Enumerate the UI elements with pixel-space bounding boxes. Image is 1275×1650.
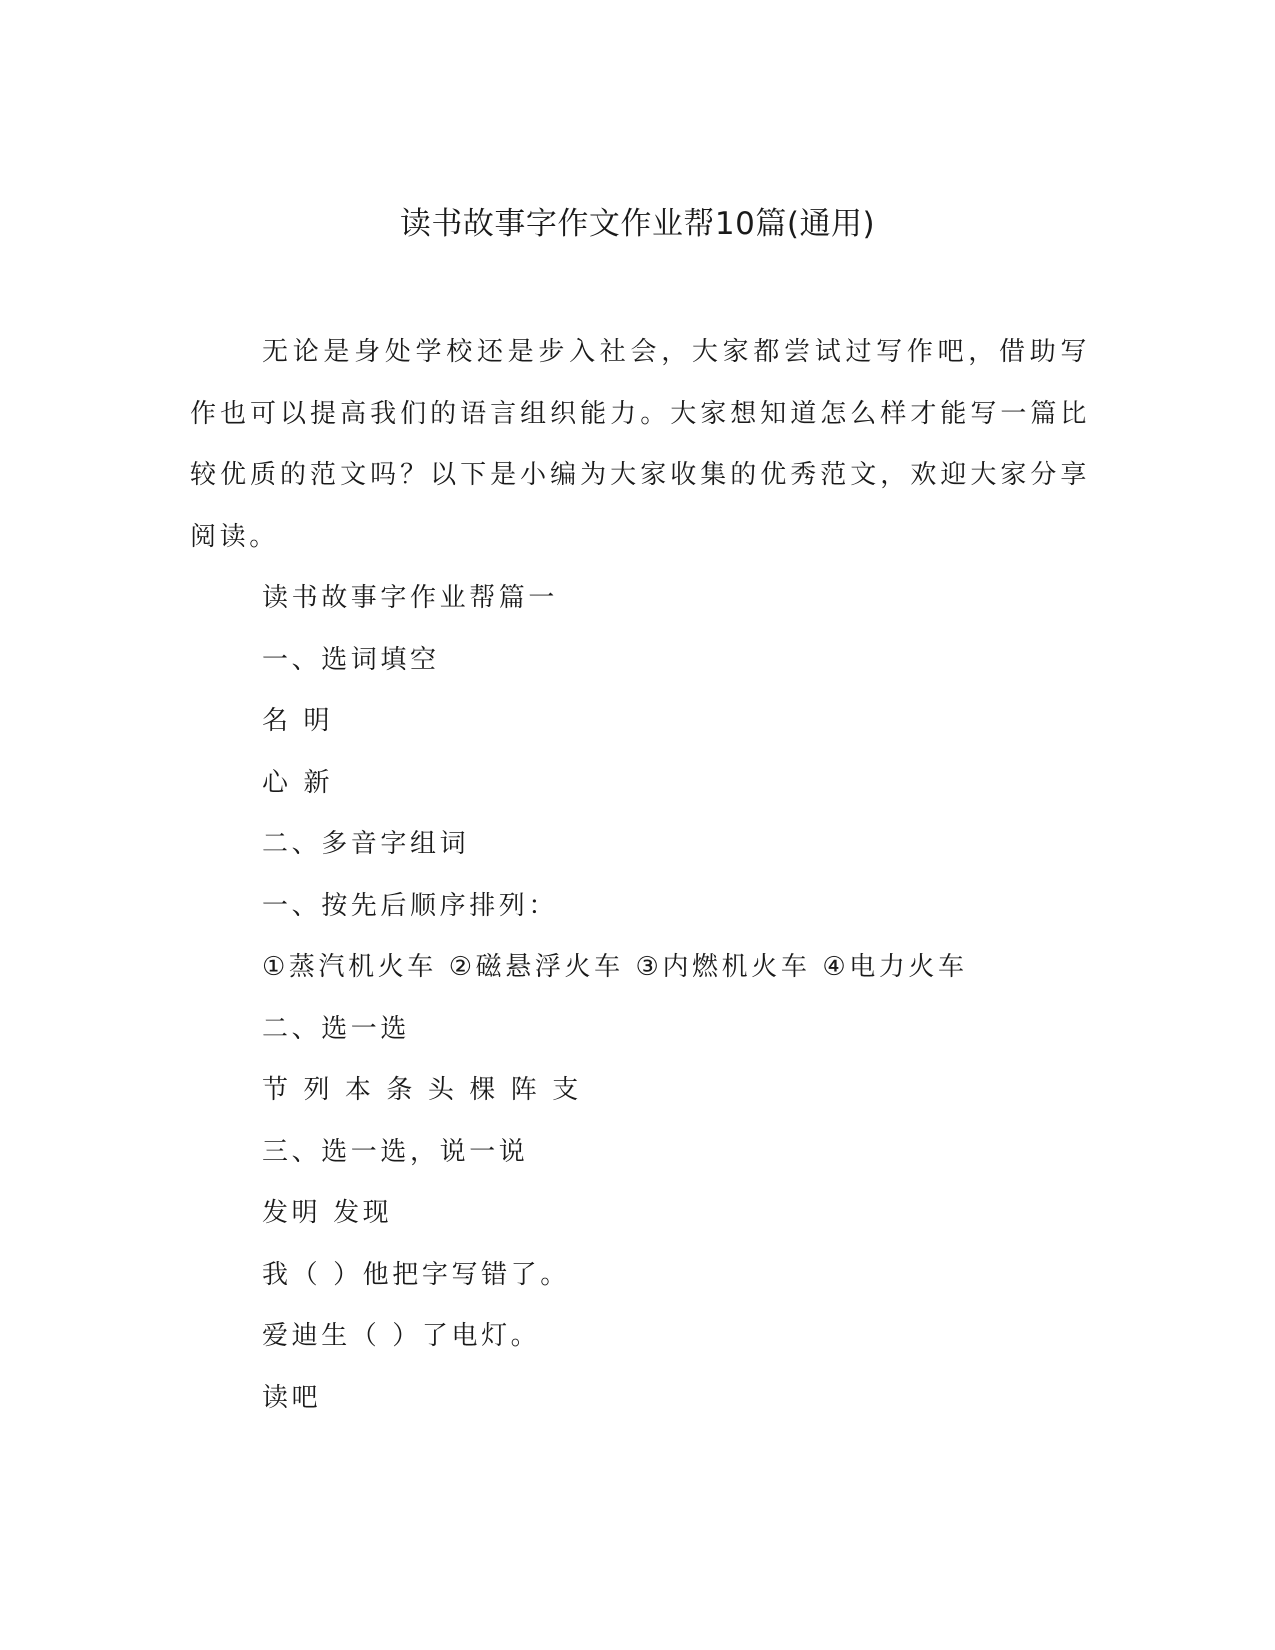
document-body	[190, 322, 1090, 1429]
exercise-line: 爱迪生（ ）了电灯。	[262, 1321, 541, 1351]
exercise-line: 我（ ）他把字写错了。	[262, 1259, 570, 1290]
exercise-line: ①蒸汽机火车 ②磁悬浮火车 ③内燃机火车 ④电力火车	[262, 952, 968, 982]
exercise-heading: 三、选一选，说一说	[262, 1136, 529, 1167]
exercise-heading: 一、选词填空	[262, 644, 440, 675]
exercise-heading: 一、按先后顺序排列：	[262, 890, 559, 921]
exercise-heading: 二、多音字组词	[262, 829, 470, 859]
exercise-line: 名 明	[262, 706, 334, 736]
document-title: 读书故事字作文作业帮10篇(通用)	[399, 206, 876, 242]
exercise-line: 心 新	[262, 767, 334, 798]
exercise-heading: 二、选一选	[262, 1013, 411, 1044]
exercise-line: 节 列 本 条 头 棵 阵 支	[262, 1075, 582, 1105]
intro-paragraph: 无论是身处学校还是步入社会，大家都尝试过写作吧，借助写作也可以提高我们的语言组织能力。大家想知道怎么样才能写一篇比较优质的范文吗？以下是小编为大家收集的优秀范文，欢迎大家分享阅读。	[190, 337, 1090, 552]
exercise-line: 发明 发现	[262, 1198, 393, 1228]
section-heading: 读书故事字作业帮篇一	[262, 583, 559, 613]
exercise-line: 读吧	[262, 1382, 322, 1413]
